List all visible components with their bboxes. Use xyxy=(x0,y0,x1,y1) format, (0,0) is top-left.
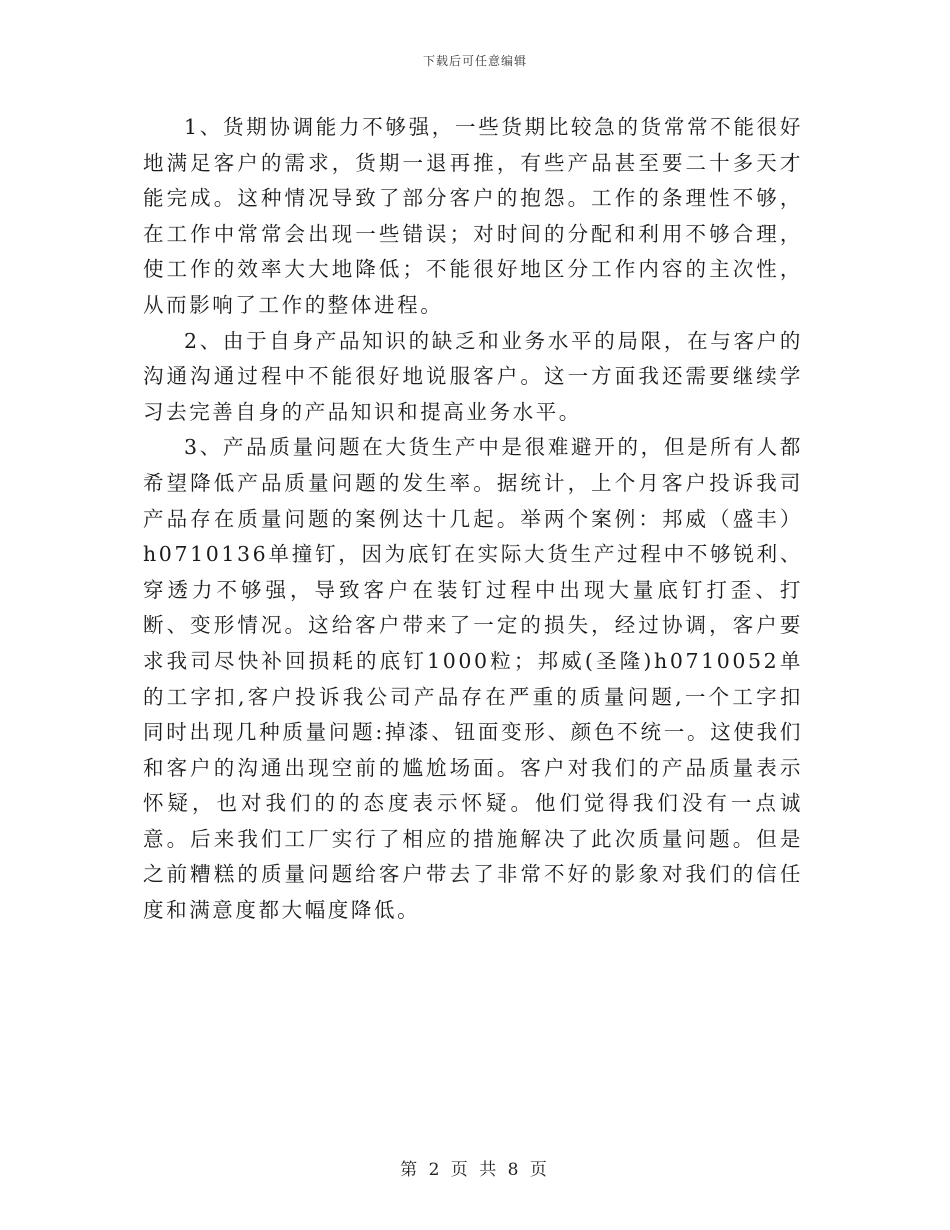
paragraph-1: 1、货期协调能力不够强，一些货期比较急的货常常不能很好地满足客户的需求，货期一退再推，有些产品甚至要二十多天才能完成。这种情况导致了部分客户的抱怨。工作的条理性不够，在工作中常常会出现一些错误；对时间的分配和利用不够合理，使工作的效率大大地降低；不能很好地区分工作内容的主次性，从而影响了工作的整体进程。 xyxy=(143,115,803,317)
page-header: 下载后可任意编辑 xyxy=(422,54,527,68)
page-number-footer: 第 2 页 共 8 页 xyxy=(400,1160,550,1180)
paragraph-3: 3、产品质量问题在大货生产中是很难避开的，但是所有人都希望降低产品质量问题的发生率。据统计，上个月客户投诉我司产品存在质量问题的案例达十几起。举两个案例：邦威（盛丰）h0710136单撞钉，因为底钉在实际大货生产过程中不够锐利、穿透力不够强，导致客户在装钉过程中出现大量底钉打歪、打断、变形情况。这给客户带来了一定的损失，经过协调，客户要求我司尽快补回损耗的底钉1000粒；邦威(圣隆)h0710052单的工字扣,客户投诉我公司产品存在严重的质量问题,一个工字扣同时出现几种质量问题:掉漆、钮面变形、颜色不统一。这使我们和客户的沟通出现空前的尴尬场面。客户对我们的产品质量表示怀疑，也对我们的的态度表示怀疑。他们觉得我们没有一点诚意。后来我们工厂实行了相应的措施解决了此次质量问题。但是之前糟糕的质量问题给客户带去了非常不好的影象对我们的信任度和满意度都大幅度降低。 xyxy=(143,435,803,923)
paragraph-2: 2、由于自身产品知识的缺乏和业务水平的局限，在与客户的沟通沟通过程中不能很好地说服客户。这一方面我还需要继续学习去完善自身的产品知识和提高业务水平。 xyxy=(143,328,803,424)
document-body xyxy=(143,110,803,929)
